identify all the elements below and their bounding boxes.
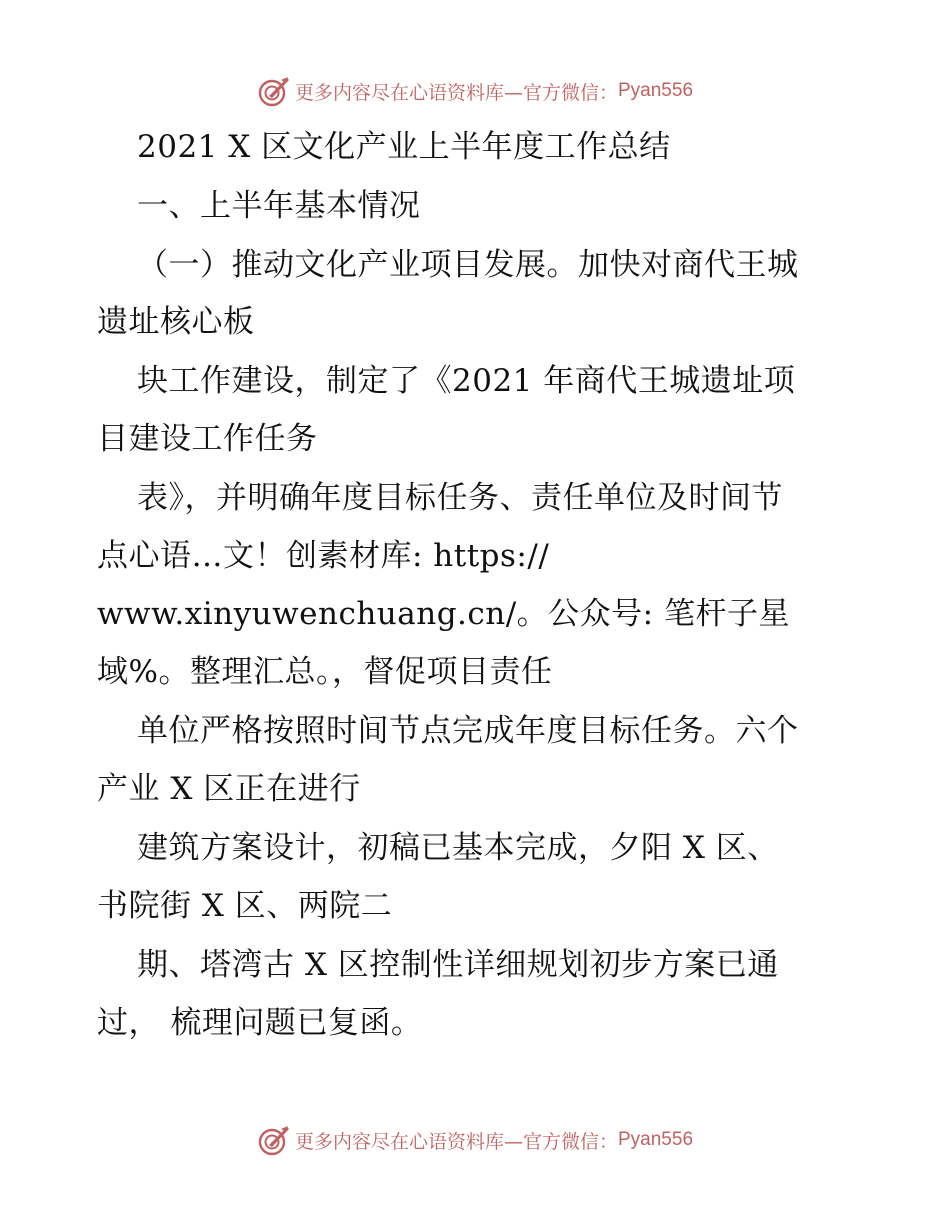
watermark-wechat-id: Pyan556 (618, 80, 694, 101)
watermark-text: 更多内容尽在心语资料库—官方微信： (294, 1130, 618, 1153)
paragraph-line: 单位严格按照时间节点完成年度目标任务。六个 (137, 713, 799, 749)
section-heading: 一、上半年基本情况 (137, 188, 421, 224)
paragraph-line: www.xinyuwenchuang.cn/。公众号: 笔杆子星 (97, 596, 790, 632)
paragraph-line: 书院街 X 区、两院二 (97, 888, 393, 924)
paragraph-line: 过， 梳理问题已复函。 (97, 1005, 423, 1041)
document-title: 2021 X 区文化产业上半年度工作总结 (137, 129, 671, 165)
paragraph-line: 点心语…文！创素材库: https:// (97, 538, 550, 574)
paragraph-line: 建筑方案设计，初稿已基本完成，夕阳 X 区、 (137, 830, 779, 866)
paragraph-line: 块工作建设，制定了《2021 年商代王城遗址项 (137, 363, 796, 399)
paragraph-line: 产业 X 区正在进行 (97, 771, 361, 807)
watermark-text: 更多内容尽在心语资料库—官方微信： (294, 81, 618, 104)
header-watermark (0, 71, 950, 111)
paragraph-line: 遗址核心板 (97, 304, 255, 340)
paragraph-line: 期、塔湾古 X 区控制性详细规划初步方案已通 (137, 947, 779, 983)
paragraph-line: （一）推动文化产业项目发展。加快对商代王城 (137, 247, 799, 283)
paragraph-line: 表》，并明确年度目标任务、责任单位及时间节 (137, 480, 783, 516)
quill-logo-icon (257, 1123, 291, 1157)
paragraph-line: 目建设工作任务 (97, 421, 318, 457)
paragraph-line: 域%。整理汇总。，督促项目责任 (97, 654, 553, 690)
watermark-wechat-id: Pyan556 (618, 1129, 694, 1150)
quill-logo-icon (257, 74, 291, 108)
footer-watermark (0, 1120, 950, 1160)
